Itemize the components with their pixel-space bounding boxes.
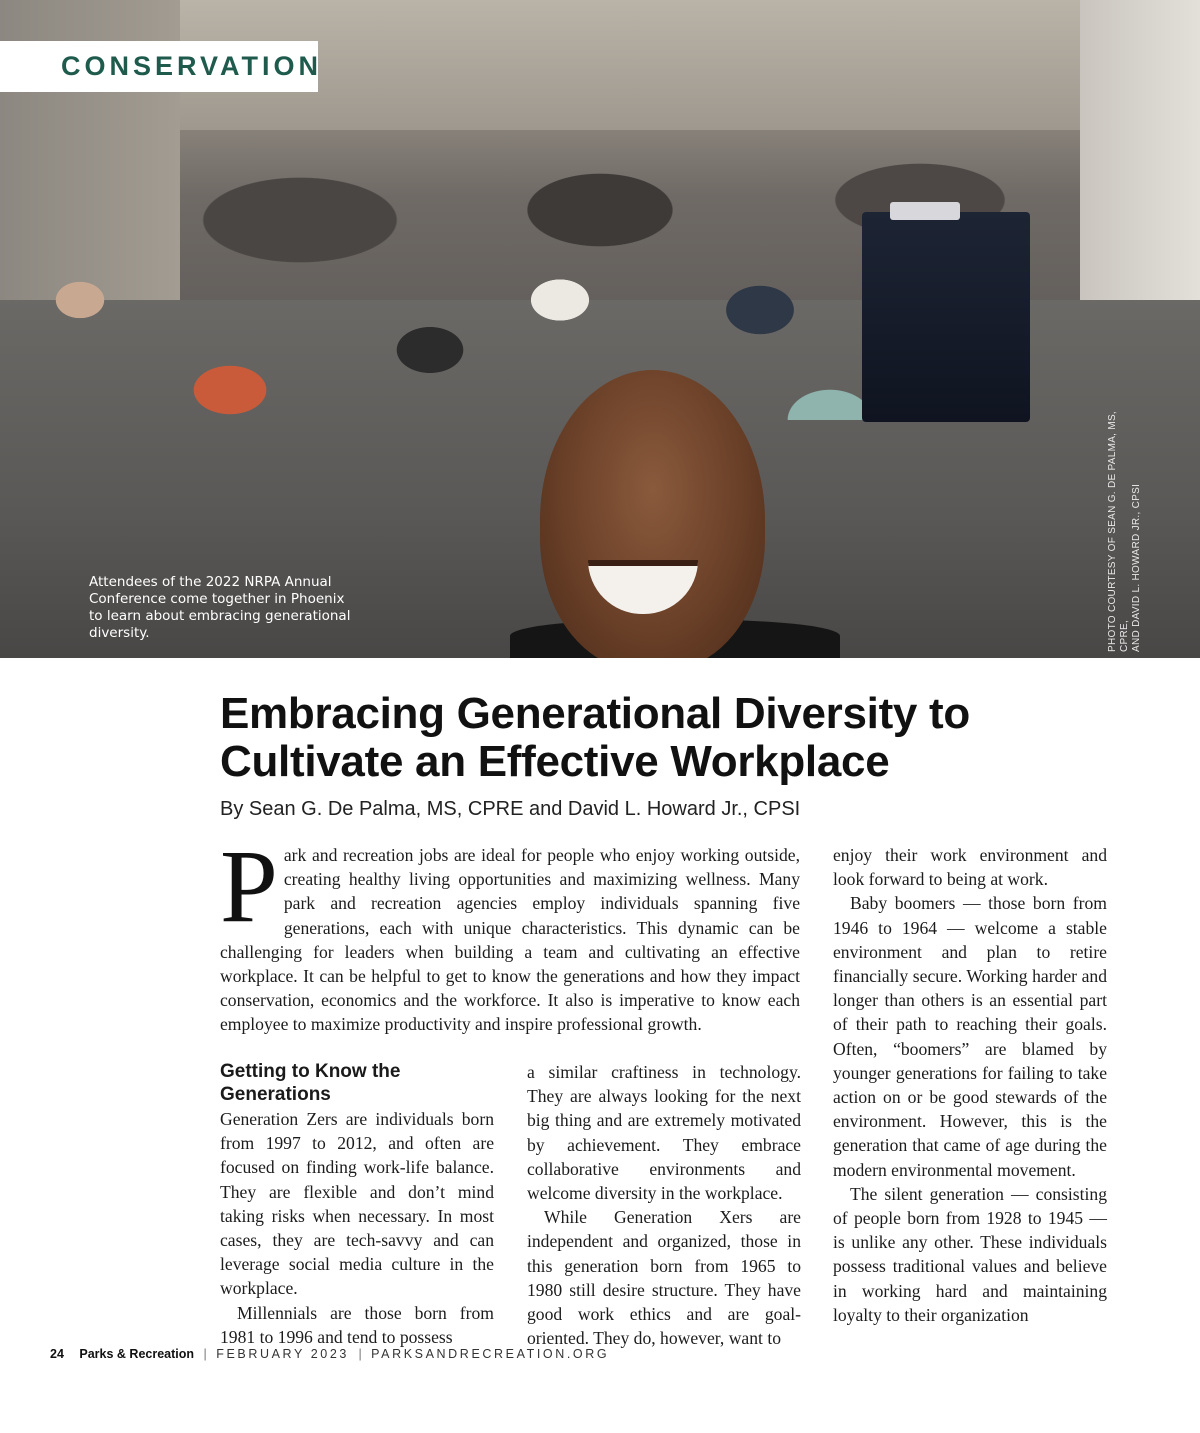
photo-credit-line-1: PHOTO COURTESY OF SEAN G. DE PALMA, MS, CPRE, (1107, 410, 1130, 652)
drop-cap: P (220, 829, 278, 944)
photo-projector-table (862, 212, 1030, 422)
intro-paragraph: ark and recreation jobs are ideal for people who enjoy working outside, creating healthy living opportunities and maximizing wellness. Many park and recreation agencies employ individuals spanning five generations, each with unique characteristics. This dynamic can be challenging for leaders when building a team and cultivating an effective workplace. It can be helpful to get to know the generations and how they impact conservation, economics and the workforce. It also is imperative to know each employee to maximize productivity and inspire professional growth. (220, 845, 800, 1035)
paragraph-gen-x: While Generation Xers are independent and organized, those in this generation born from 1965 to 1980 still desire structure. They have good work ethics and are goal-oriented. They do, however, want to (527, 1207, 801, 1349)
section-label: CONSERVATION (61, 51, 323, 81)
issue-date: FEBRUARY 2023 (216, 1347, 349, 1361)
hero-photo (0, 0, 1200, 658)
page-number: 24 (50, 1347, 64, 1361)
article-column-1 (220, 1060, 494, 1349)
photo-caption: Attendees of the 2022 NRPA Annual Conference come together in Phoenix to learn about embracing generational diversity. (89, 574, 351, 641)
photo-projector (890, 202, 960, 220)
section-tag (0, 41, 323, 92)
website-link[interactable]: PARKSANDRECREATION.ORG (371, 1347, 610, 1361)
footer-separator: | (203, 1347, 207, 1361)
article-column-2 (527, 1060, 801, 1350)
paragraph-millennials: Millennials are those born from 1981 to 1996 and tend to possess (220, 1302, 494, 1347)
article-byline: By Sean G. De Palma, MS, CPRE and David L. Howard Jr., CPSI (220, 798, 801, 820)
photo-wall-right (1080, 0, 1200, 320)
photo-selfie-face (540, 370, 765, 658)
article-intro (220, 829, 800, 1037)
article-column-3 (833, 843, 1107, 1327)
paragraph-millennials-cont: a similar craftiness in technology. They are always looking for the next big thing and are extremely motivated by achievement. They embrace collaborative environments and welcome diversity in the workplace. (527, 1062, 801, 1204)
page-footer (50, 1347, 609, 1361)
article-title: Embracing Generational Diversity to Cultivate an Effective Workplace (220, 689, 970, 786)
paragraph-gen-x-cont: enjoy their work environment and look forward to being at work. (833, 845, 1107, 890)
magazine-name: Parks & Recreation (79, 1347, 195, 1361)
paragraph-silent-generation: The silent generation — consisting of people born from 1928 to 1945 — is unlike any other. These individuals possess traditional values and believe in working hard and maintaining loyalty to their organization (833, 1183, 1107, 1325)
photo-credit-line-2: AND DAVID L. HOWARD JR., CPSI (1131, 483, 1142, 652)
section-subhead: Getting to Know the Generations (220, 1061, 401, 1105)
paragraph-boomers: Baby boomers — those born from 1946 to 1964 — welcome a stable environment and plan to retire financially secure. Working harder and longer than others is an essential part of their path to reaching their goals. Often, “boomers” are blamed by younger generations for failing to take action on or be good stewards of the environment. However, this is the generation that came of age during the modern environmental movement. (833, 893, 1107, 1180)
photo-credit (1107, 382, 1143, 652)
paragraph-gen-z: Generation Zers are individuals born from 1997 to 2012, and often are focused on finding work-life balance. They are flexible and don’t mind taking risks when necessary. In most cases, they are tech-savvy and can leverage social media culture in the workplace. (220, 1109, 494, 1299)
footer-separator: | (358, 1347, 362, 1361)
